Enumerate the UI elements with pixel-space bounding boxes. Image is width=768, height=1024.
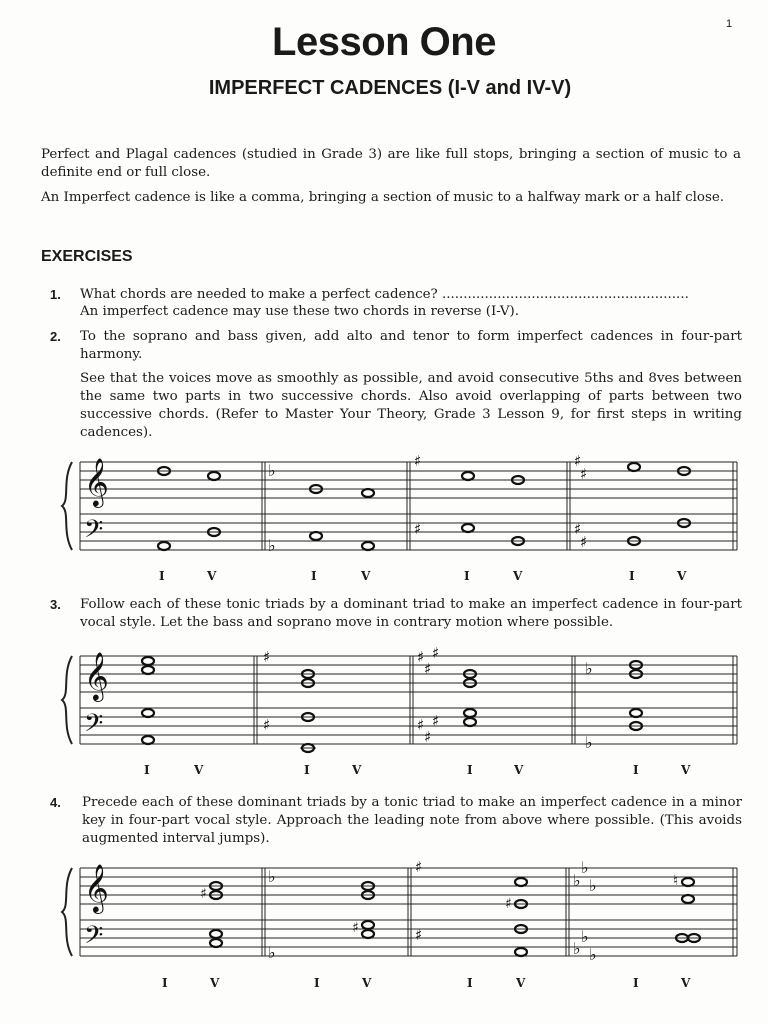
exercise-number: 1. [50,287,61,302]
cadence-label: V [207,569,217,583]
treble-clef-icon: 𝄞 [84,457,109,506]
cadence-label: I [304,763,310,777]
cadence-label: I [311,569,317,583]
cadence-label: I [314,976,320,990]
exercise-text: To the soprano and bass given, add alto and tenor to form imperfect cadences in four-part harmony. [80,329,742,362]
intro-paragraph-1: Perfect and Plagal cadences (studied in Grade 3) are like full stops, bringing a section of music to a definite end or full close. [41,147,741,180]
flat-icon: ♭ [585,733,593,752]
treble-clef-icon: 𝄞 [84,651,109,700]
sharp-icon: ♯ [580,533,588,551]
exercise-text: What chords are needed to make a perfect cadence? .......................................................... [80,287,689,302]
flat-icon: ♭ [573,939,581,958]
intro-paragraph-2: An Imperfect cadence is like a comma, bringing a section of music to a halfway mark or a half close. [41,190,725,205]
sharp-icon: ♯ [574,452,582,470]
flat-icon: ♭ [589,876,597,895]
page-title: Lesson One [272,20,496,64]
exercise-number: 2. [50,329,61,344]
sharp-icon: ♯ [574,520,582,538]
sharp-icon: ♯ [505,896,512,912]
bass-clef-icon: 𝄢 [84,921,104,956]
cadence-label: I [633,763,639,777]
sharp-icon: ♯ [580,465,588,483]
exercise-text: Follow each of these tonic triads by a dominant triad to make an imperfect cadence in four-part vocal style. Let the bass and soprano move in contrary motion where possible. [80,597,742,630]
flat-icon: ♭ [589,945,597,964]
exercise-text: See that the voices move as smoothly as possible, and avoid consecutive 5ths and 8ves between the same two parts in two successive chords. Also avoid overlapping of parts between two successive chords. (Refer to Master Your Theory, Grade 3 Lesson 9, for first steps in writing cadences). [80,371,742,440]
flat-icon: ♭ [581,927,589,946]
sharp-icon: ♯ [432,644,440,662]
flat-icon: ♭ [268,461,276,480]
sharp-icon: ♯ [424,728,432,746]
cadence-label: I [464,569,470,583]
cadence-label: V [194,763,204,777]
cadence-label: I [467,976,473,990]
flat-icon: ♭ [268,536,276,555]
sharp-icon: ♯ [200,886,207,902]
flat-icon: ♭ [581,858,589,877]
flat-icon: ♭ [585,659,593,678]
exercise-number: 3. [50,597,61,612]
grand-staff-exercise-2 [0,450,768,590]
cadence-label: I [467,763,473,777]
flat-icon: ♭ [573,871,581,890]
page-number: 1 [726,18,733,30]
sharp-icon: ♯ [263,648,271,666]
flat-icon: ♭ [268,943,276,962]
cadence-label: I [633,976,639,990]
sharp-icon: ♯ [414,452,422,470]
grand-staff-exercise-3 [0,644,768,774]
cadence-label: V [361,569,371,583]
sharp-icon: ♯ [432,712,440,730]
cadence-label: V [681,763,691,777]
bass-clef-icon: 𝄢 [84,709,104,744]
cadence-label: I [159,569,165,583]
treble-clef-icon: 𝄞 [84,863,109,912]
exercise-text: Precede each of these dominant triads by a tonic triad to make an imperfect cadence in a minor key in four-part vocal style. Approach the leading note from above where possible. (This avoids augmented interval jumps). [82,795,742,846]
page-subtitle: IMPERFECT CADENCES (I-V and IV-V) [208,77,572,99]
natural-icon: ♮ [673,873,679,889]
bass-clef-icon: 𝄢 [84,515,104,550]
sharp-icon: ♯ [415,858,423,876]
cadence-label: V [352,763,362,777]
cadence-label: V [513,569,523,583]
cadence-label: V [516,976,526,990]
sharp-icon: ♯ [424,660,432,678]
cadence-label: V [362,976,372,990]
sharp-icon: ♯ [414,520,422,538]
sharp-icon: ♯ [263,716,271,734]
cadence-label: V [514,763,524,777]
sharp-icon: ♯ [417,648,425,666]
sharp-icon: ♯ [415,926,423,944]
cadence-label: I [629,569,635,583]
exercise-text: An imperfect cadence may use these two chords in reverse (I-V). [80,304,519,319]
sharp-icon: ♯ [352,920,359,936]
cadence-label: I [144,763,150,777]
section-heading: EXERCISES [41,248,133,265]
exercise-number: 4. [50,795,61,810]
cadence-label: V [210,976,220,990]
grand-staff-exercise-4 [0,856,768,981]
sharp-icon: ♯ [417,716,425,734]
cadence-label: I [162,976,168,990]
cadence-label: V [677,569,687,583]
cadence-label: V [681,976,691,990]
flat-icon: ♭ [268,867,276,886]
